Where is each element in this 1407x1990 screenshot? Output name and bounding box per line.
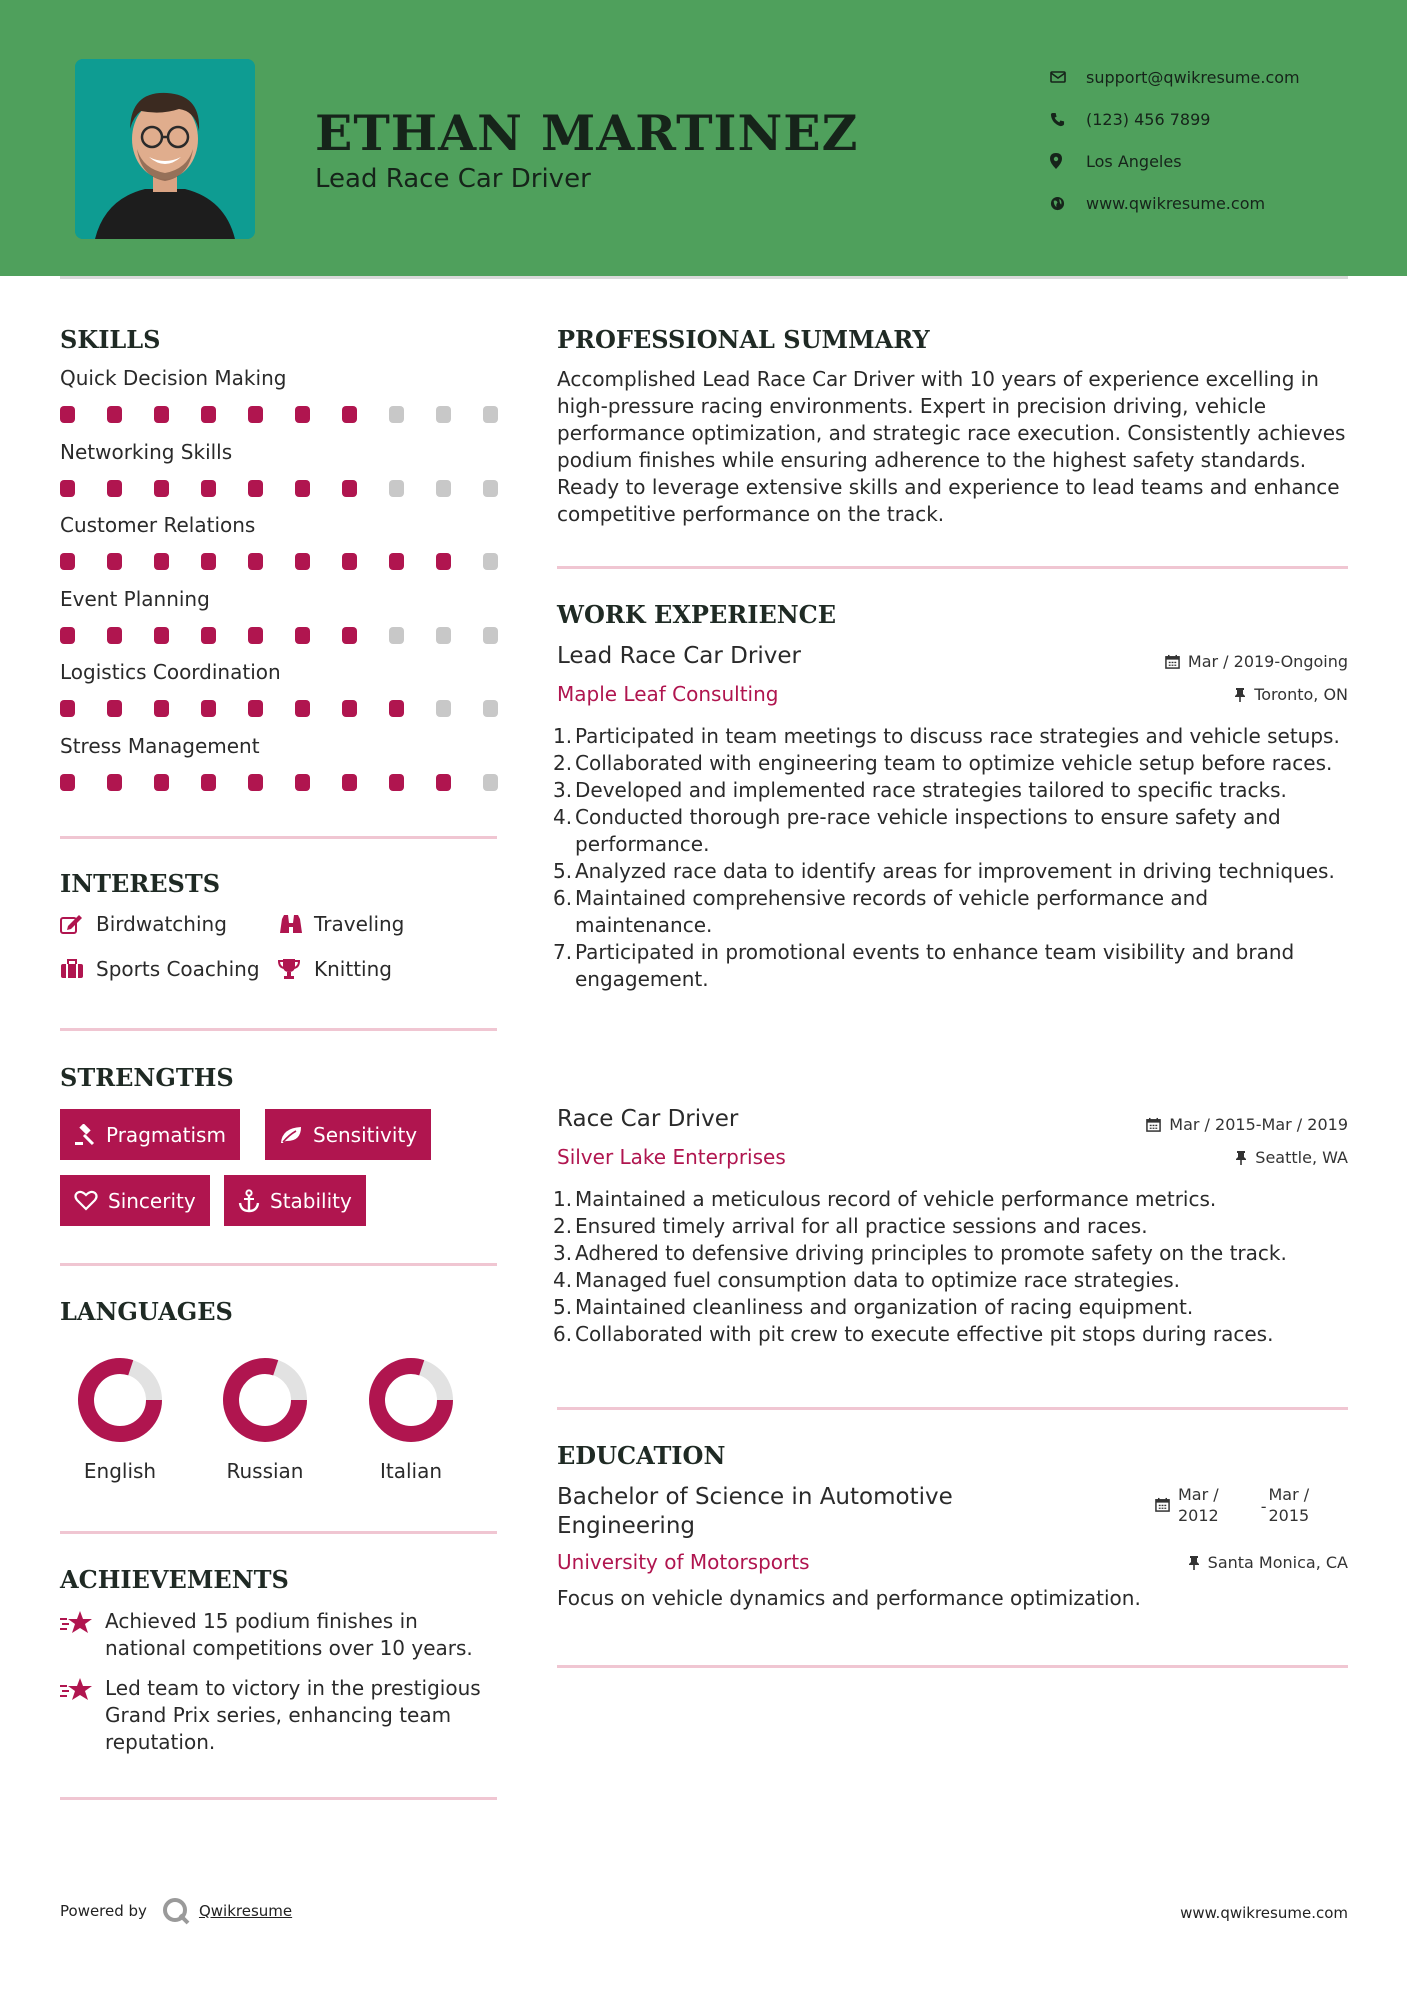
rating-dot-filled xyxy=(248,700,263,717)
strength-label: Sensitivity xyxy=(313,1122,418,1147)
list-item: 6. Maintained comprehensive records of vehicle performance and maintenance. xyxy=(553,885,1343,939)
rating-dot-filled xyxy=(107,480,122,497)
achievements-heading: ACHIEVEMENTS xyxy=(60,1565,289,1594)
rating-dot-filled xyxy=(389,553,404,570)
rating-dot-filled xyxy=(201,627,216,644)
strengths-heading: STRENGTHS xyxy=(60,1063,234,1092)
strength-label: Sincerity xyxy=(108,1188,196,1213)
list-item: 1. Participated in team meetings to discuss race strategies and vehicle setups. xyxy=(553,724,1340,748)
skill-name: Stress Management xyxy=(60,733,260,758)
section-divider xyxy=(557,566,1348,569)
rating-dot-filled xyxy=(342,480,357,497)
contact-email-text: support@qwikresume.com xyxy=(1086,67,1300,87)
rating-dot-filled xyxy=(436,774,451,791)
rating-dot-filled xyxy=(342,627,357,644)
strength-tag xyxy=(60,1109,240,1160)
rating-dot-filled xyxy=(60,406,75,423)
bullet-text: Participated in team meetings to discuss race strategies and vehicle setups. xyxy=(575,724,1340,748)
bullet-text: Collaborated with pit crew to execute effective pit stops during races. xyxy=(575,1322,1274,1346)
language-ring xyxy=(366,1355,456,1445)
anchor-icon xyxy=(238,1189,260,1213)
bullet-text: Adhered to defensive driving principles to promote safety on the track. xyxy=(575,1241,1287,1265)
interest-item xyxy=(278,912,404,936)
rating-dot-filled xyxy=(248,553,263,570)
interest-item xyxy=(60,957,260,981)
bullet-text: Maintained a meticulous record of vehicle performance metrics. xyxy=(575,1187,1217,1211)
rating-dot-filled xyxy=(295,480,310,497)
rating-dot-empty xyxy=(483,627,498,644)
rating-dot-empty xyxy=(483,406,498,423)
education-heading: EDUCATION xyxy=(557,1441,726,1470)
skill-name: Quick Decision Making xyxy=(60,366,287,390)
bullet-text: Developed and implemented race strategies tailored to specific tracks. xyxy=(575,778,1287,802)
school-name: University of Motorsports xyxy=(557,1550,810,1574)
list-item: 4. Conducted thorough pre-race vehicle inspections to ensure safety and performance. xyxy=(553,804,1343,858)
bullet-text: Ensured timely arrival for all practice sessions and races. xyxy=(575,1214,1148,1238)
rating-dot-filled xyxy=(295,406,310,423)
list-item: 2. Ensured timely arrival for all practice sessions and races. xyxy=(553,1214,1148,1238)
job-location xyxy=(1234,685,1348,704)
map-marker-icon xyxy=(1050,153,1086,169)
list-item: 5. Analyzed race data to identify areas for improvement in driving techniques. xyxy=(553,859,1335,883)
rating-dot-empty xyxy=(436,627,451,644)
rating-dot-empty xyxy=(436,406,451,423)
rating-dot-filled xyxy=(60,627,75,644)
rating-dot-filled xyxy=(342,774,357,791)
language-label: Russian xyxy=(226,1459,304,1483)
section-divider xyxy=(60,836,497,839)
education-description: Focus on vehicle dynamics and performance optimization. xyxy=(557,1586,1141,1610)
rating-dot-empty xyxy=(389,627,404,644)
rating-dot-filled xyxy=(201,700,216,717)
company-name: Maple Leaf Consulting xyxy=(557,682,779,706)
language-label: English xyxy=(83,1459,157,1483)
contact-location-text: Los Angeles xyxy=(1086,151,1182,171)
job-location-text: Toronto, ON xyxy=(1254,685,1348,704)
candidate-role: Lead Race Car Driver xyxy=(315,164,591,194)
interest-label: Sports Coaching xyxy=(96,957,260,981)
languages-heading: LANGUAGES xyxy=(60,1297,233,1326)
strength-label: Stability xyxy=(270,1188,352,1213)
rating-dot-filled xyxy=(107,700,122,717)
bullet-text: Participated in promotional events to enhance team visibility and brand engagement. xyxy=(575,940,1295,991)
rating-dot-filled xyxy=(248,480,263,497)
rating-dot-filled xyxy=(201,553,216,570)
rating-dot-filled xyxy=(295,774,310,791)
rating-dot-filled xyxy=(154,553,169,570)
leaf-icon xyxy=(279,1125,303,1145)
rating-dot-filled xyxy=(295,700,310,717)
rating-dot-empty xyxy=(483,553,498,570)
star-icon xyxy=(60,1608,105,1662)
interest-item xyxy=(60,912,227,936)
language-item xyxy=(195,1355,335,1483)
strength-label: Pragmatism xyxy=(106,1122,226,1147)
education-end: Mar / 2015 xyxy=(1268,1485,1310,1525)
rating-dot-filled xyxy=(60,700,75,717)
briefcase-icon xyxy=(60,959,96,979)
edit-icon xyxy=(60,914,96,934)
achievement-item xyxy=(60,1608,500,1662)
job-bullets xyxy=(553,1186,1343,1348)
strength-tag xyxy=(224,1175,366,1226)
rating-dot-filled xyxy=(107,406,122,423)
bullet-text: Conducted thorough pre-race vehicle inspections to ensure safety and performance. xyxy=(575,805,1281,856)
job-dates xyxy=(1146,1115,1348,1134)
bullet-text: Managed fuel consumption data to optimize race strategies. xyxy=(575,1268,1181,1292)
summary-heading: PROFESSIONAL SUMMARY xyxy=(557,325,930,354)
list-item: 3. Adhered to defensive driving principles to promote safety on the track. xyxy=(553,1241,1287,1265)
rating-dot-filled xyxy=(60,480,75,497)
rating-dot-empty xyxy=(483,774,498,791)
interest-label: Knitting xyxy=(314,957,392,981)
qwikresume-link[interactable]: Qwikresume xyxy=(198,1902,293,1920)
section-divider xyxy=(60,1028,497,1031)
calendar-icon xyxy=(1146,1117,1161,1132)
rating-dot-empty xyxy=(389,480,404,497)
experience-heading: WORK EXPERIENCE xyxy=(557,600,837,629)
section-divider xyxy=(60,1797,497,1800)
job-title: Race Car Driver xyxy=(557,1106,739,1132)
skill-name: Networking Skills xyxy=(60,439,233,464)
section-divider xyxy=(60,1263,497,1266)
footer-powered-by xyxy=(60,1896,292,1926)
bullet-text: Collaborated with engineering team to optimize vehicle setup before races. xyxy=(575,751,1333,775)
rating-dot-filled xyxy=(60,774,75,791)
strength-tag xyxy=(60,1175,210,1226)
skill-name: Customer Relations xyxy=(60,513,256,537)
globe-icon xyxy=(1050,196,1086,211)
education-dates xyxy=(1155,1484,1309,1526)
contact-website-text: www.qwikresume.com xyxy=(1086,193,1266,213)
skill-rating xyxy=(60,627,530,644)
contact-location xyxy=(1050,140,1300,182)
rating-dot-filled xyxy=(201,774,216,791)
rating-dot-empty xyxy=(483,700,498,717)
bullet-text: Maintained comprehensive records of vehicle performance and maintenance. xyxy=(575,886,1209,937)
calendar-icon xyxy=(1155,1484,1170,1526)
list-item: 4. Managed fuel consumption data to optimize race strategies. xyxy=(553,1268,1181,1292)
bullet-text: Analyzed race data to identify areas for improvement in driving techniques. xyxy=(575,859,1335,883)
education-location-text: Santa Monica, CA xyxy=(1207,1553,1348,1572)
job-location xyxy=(1235,1148,1348,1167)
rating-dot-filled xyxy=(107,553,122,570)
language-item xyxy=(50,1355,190,1483)
interests-heading: INTERESTS xyxy=(60,869,221,898)
list-item: 3. Developed and implemented race strategies tailored to specific tracks. xyxy=(553,778,1287,802)
rating-dot-filled xyxy=(107,774,122,791)
rating-dot-empty xyxy=(436,480,451,497)
rating-dot-filled xyxy=(154,774,169,791)
skill-name: Logistics Coordination xyxy=(60,660,281,684)
achievement-text: Achieved 15 podium finishes in national competitions over 10 years. xyxy=(105,1609,473,1660)
list-item: 2. Collaborated with engineering team to optimize vehicle setup before races. xyxy=(553,751,1333,775)
section-divider xyxy=(557,1665,1348,1668)
rating-dot-filled xyxy=(342,553,357,570)
calendar-icon xyxy=(1165,654,1180,669)
job-dates-text: Mar / 2019-Ongoing xyxy=(1187,652,1348,671)
skill-rating xyxy=(60,700,530,717)
list-item: 7. Participated in promotional events to enhance team visibility and brand engagement. xyxy=(553,939,1343,993)
rating-dot-filled xyxy=(436,553,451,570)
skill-rating xyxy=(60,480,530,497)
bullet-text: Maintained cleanliness and organization of racing equipment. xyxy=(575,1295,1194,1319)
trophy-icon xyxy=(278,958,314,980)
rating-dot-filled xyxy=(201,480,216,497)
list-item: 5. Maintained cleanliness and organization of racing equipment. xyxy=(553,1295,1194,1319)
list-item: 1. Maintained a meticulous record of vehicle performance metrics. xyxy=(553,1187,1217,1211)
company-name: Silver Lake Enterprises xyxy=(557,1145,786,1169)
rating-dot-filled xyxy=(107,627,122,644)
rating-dot-empty xyxy=(389,406,404,423)
contact-email[interactable] xyxy=(1050,56,1300,98)
gavel-icon xyxy=(74,1124,96,1146)
rating-dot-filled xyxy=(248,774,263,791)
powered-by-text: Powered by xyxy=(60,1902,147,1920)
rating-dot-filled xyxy=(342,700,357,717)
pushpin-icon xyxy=(1235,1150,1247,1166)
date-separator: - xyxy=(1260,1497,1267,1516)
rating-dot-filled xyxy=(248,627,263,644)
header-band xyxy=(0,0,1407,276)
strength-tag xyxy=(265,1109,431,1160)
section-divider xyxy=(557,1407,1348,1410)
contact-website[interactable] xyxy=(1050,182,1300,224)
envelope-icon xyxy=(1050,71,1086,83)
rating-dot-empty xyxy=(483,480,498,497)
interest-label: Birdwatching xyxy=(96,912,227,936)
job-location-text: Seattle, WA xyxy=(1255,1148,1348,1167)
summary-text: Accomplished Lead Race Car Driver with 10 years of experience excelling in high-pressure racing environments. Expert in precision driving, vehicle performance optimization, and strategic race execution. Consistently achieves podium finishes while ensuring adherence to the highest safety standards. Ready to leverage extensive skills and experience to lead teams and enhance competitive performance on the track. xyxy=(557,367,1346,526)
rating-dot-filled xyxy=(154,700,169,717)
skill-name: Event Planning xyxy=(60,586,210,611)
rating-dot-filled xyxy=(154,627,169,644)
phone-icon xyxy=(1050,112,1086,127)
interest-label: Traveling xyxy=(314,912,405,936)
rating-dot-empty xyxy=(436,700,451,717)
list-item: 6. Collaborated with pit crew to execute effective pit stops during races. xyxy=(553,1322,1274,1346)
education-location xyxy=(1188,1553,1348,1572)
contact-list xyxy=(1050,56,1300,224)
qwikresume-logo-icon xyxy=(161,1896,191,1926)
degree-title: Bachelor of Science in Automotive Engineering xyxy=(557,1484,953,1539)
star-icon xyxy=(60,1675,105,1756)
contact-phone[interactable] xyxy=(1050,98,1300,140)
rating-dot-filled xyxy=(389,774,404,791)
footer-website[interactable]: www.qwikresume.com xyxy=(1180,1904,1348,1922)
job-bullets xyxy=(553,723,1343,993)
education-start: Mar / 2012 xyxy=(1178,1485,1219,1525)
job-title: Lead Race Car Driver xyxy=(557,643,801,669)
section-divider xyxy=(60,1531,497,1534)
binoculars-icon xyxy=(278,913,314,935)
achievement-text: Led team to victory in the prestigious Grand Prix series, enhancing team reputation. xyxy=(105,1676,481,1754)
rating-dot-filled xyxy=(295,627,310,644)
rating-dot-filled xyxy=(389,700,404,717)
language-ring xyxy=(220,1355,310,1445)
heart-icon xyxy=(74,1190,98,1211)
interest-item xyxy=(278,957,392,981)
pushpin-icon xyxy=(1234,687,1246,703)
rating-dot-filled xyxy=(248,406,263,423)
language-item xyxy=(341,1355,481,1483)
rating-dot-filled xyxy=(295,553,310,570)
header-divider xyxy=(60,276,1348,279)
job-dates-text: Mar / 2015-Mar / 2019 xyxy=(1169,1115,1348,1134)
skills-heading: SKILLS xyxy=(60,325,161,354)
candidate-name: ETHAN MARTINEZ xyxy=(315,104,859,162)
contact-phone-text: (123) 456 7899 xyxy=(1086,109,1211,129)
language-label: Italian xyxy=(379,1459,443,1483)
skill-rating xyxy=(60,774,530,791)
skill-rating xyxy=(60,406,530,423)
rating-dot-filled xyxy=(154,406,169,423)
job-dates xyxy=(1165,652,1348,671)
skill-rating xyxy=(60,553,530,570)
rating-dot-filled xyxy=(154,480,169,497)
pushpin-icon xyxy=(1188,1555,1200,1571)
profile-photo xyxy=(75,59,255,239)
achievement-item xyxy=(60,1675,500,1756)
rating-dot-filled xyxy=(60,553,75,570)
rating-dot-filled xyxy=(342,406,357,423)
language-ring xyxy=(75,1355,165,1445)
rating-dot-filled xyxy=(201,406,216,423)
